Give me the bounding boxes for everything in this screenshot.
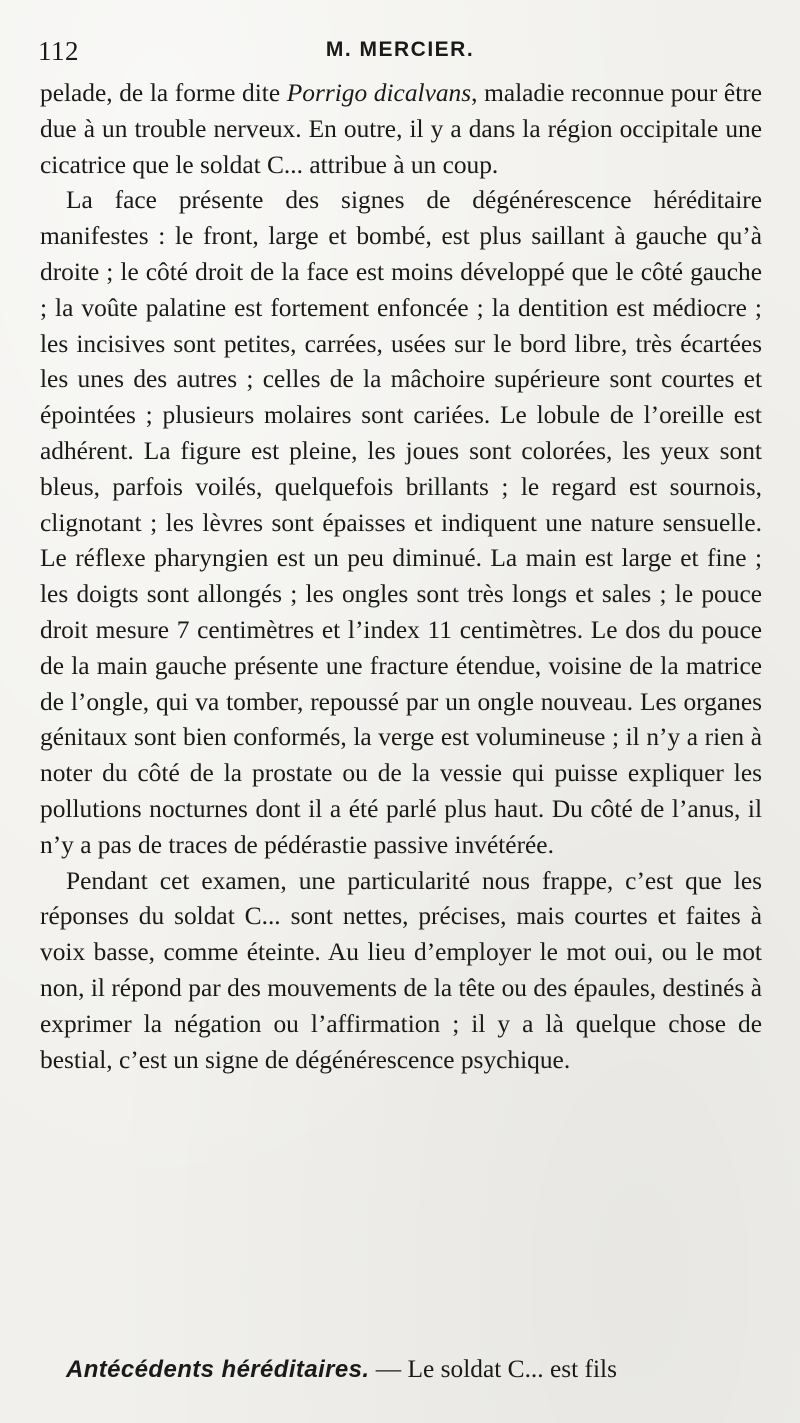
section-heading: Antécédents héréditaires.	[66, 1356, 370, 1383]
disease-name-italic: Porrigo dicalvans	[286, 79, 472, 107]
paragraph-1-text-a: pelade, de la forme dite	[40, 79, 287, 107]
paragraph-1-text-b: , maladie reconnue pour être due à un trouble nerveux. En outre, il y a dans la région occipitale une cicatrice que le soldat C... attribue à un coup.	[40, 79, 762, 179]
paragraph-examination: Pendant cet examen, une particularité nous frappe, c’est que les réponses du soldat C... sont nettes, précises, mais courtes et faites à voix basse, comme éteinte. Au lieu d’employer le mot oui, ou le mot non, il répond par des mouvements de la tête ou des épaules, destinés à exprimer la négation ou l’affirmation ; il y a là quelque chose de bestial, c’est un signe de dégénérescence psychique.	[40, 866, 762, 1074]
body-text	[40, 76, 762, 1078]
page-number: 112	[38, 36, 79, 66]
paragraph-continued	[40, 76, 762, 183]
running-head: M. MERCIER.	[325, 38, 475, 61]
page-header	[38, 36, 762, 76]
paragraph-face-description: La face présente des signes de dégénérescence héréditaire manifestes : le front, large et bombé, est plus saillant à gauche qu’à droite ; le côté droit de la face est moins développé que le côté gauche ; la voûte palatine est fortement enfoncée ; la dentition est médiocre ; les incisives sont petites, carrées, usées sur le bord libre, très écartées les unes des autres ; celles de la mâchoire supérieure sont courtes et épointées ; plusieurs molaires sont cariées. Le lobule de l’oreille est adhérent. La figure est pleine, les joues sont colorées, les yeux sont bleus, parfois voilés, quelquefois brillants ; le regard est sournois, clignotant ; les lèvres sont épaisses et indiquent une nature sensuelle. Le réflexe pharyngien est un peu diminué. La main est large et fine ; les doigts sont allongés ; les ongles sont très longs et sales ; le pouce droit mesure 7 centimètres et l’index 11 centimètres. Le dos du pouce de la main gauche présente une fracture étendue, voisine de la matrice de l’ongle, qui va tomber, repoussé par un ongle nouveau. Les organes génitaux sont bien conformés, la verge est volumineuse ; il n’y a rien à noter du côté de la prostate ou de la vessie qui puisse expliquer les pollutions nocturnes dont il a été parlé plus haut. Du côté de l’anus, il n’y a pas de traces de pédérastie passive invétérée.	[40, 186, 762, 859]
section-start	[40, 1352, 762, 1388]
section-text: — Le soldat C... est fils	[369, 1355, 617, 1383]
